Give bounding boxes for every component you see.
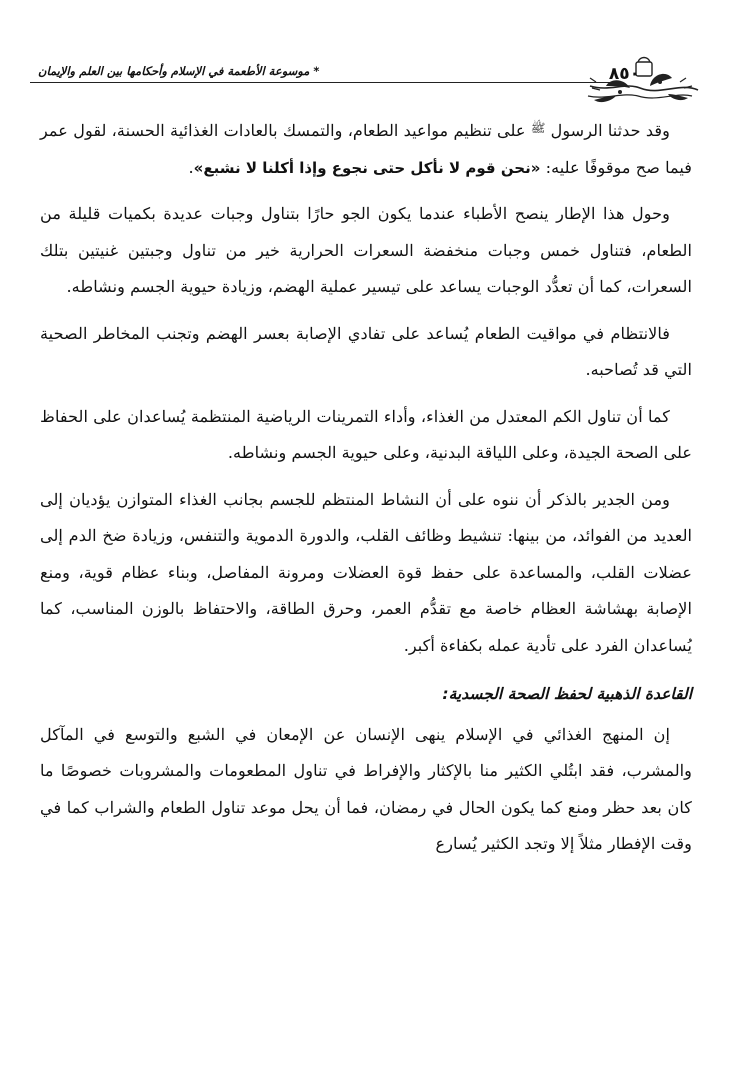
- paragraph-1-text-b: على تنظيم مواعيد الطعام، والتمسك بالعادات الغذائية الحسنة، لقول عمر فيما صح موقوفًا عليه:: [40, 121, 692, 177]
- section-heading: القاعدة الذهبية لحفظ الصحة الجسدية:: [442, 685, 692, 703]
- honorific-symbol: ﷺ: [530, 121, 546, 135]
- paragraph-6: إن المنهج الغذائي في الإسلام ينهى الإنسان عن الإمعان في الشبع والتوسع في المآكل والمشرب، فقد ابتُلي الكثير منا بالإكثار والإفراط في تناول المطعومات والمشروبات خصوصًا ما كان بعد حظر ومنع كما يكون الحال في رمضان، فما أن يحل موعد تناول الطعام والشراب كما في وقت الإفطار مثلاً إلا وتجد الكثير يُسارع: [40, 724, 692, 853]
- paragraph-5: ومن الجدير بالذكر أن ننوه على أن النشاط المنتظم للجسم بجانب الغذاء المتوازن يؤديان إلى العديد من الفوائد، من بينها: تنشيط وظائف القلب، والدورة الدموية والتنفس، وزيادة ضخ الدم إلى عضلات القلب، والمساعدة على حفظ قوة العضلات ومرونة المفاصل، وبناء عظام قوية، ومنع الإصابة بهشاشة العظام خاصة مع تقدُّم العمر، وحرق الطاقة، والاحتفاظ بالوزن المناسب، كما يُساعدان الفرد على تأدية عمله بكفاءة أكبر.: [40, 489, 692, 655]
- paragraph-2: وحول هذا الإطار ينصح الأطباء عندما يكون الجو حارًا بتناول وجبات عديدة بكميات قليلة من الطعام، فتناول خمس وجبات منخفضة السعرات الحرارية خير من تناول وجبتين غنيتين بتلك السعرات، كما أن تعدُّد الوجبات يساعد على تيسير عملية الهضم، وزيادة حيوية الجسم ونشاطه.: [40, 204, 692, 296]
- paragraph-1: [40, 110, 692, 186]
- paragraph-3: فالانتظام في مواقيت الطعام يُساعد على تفادي الإصابة بعسر الهضم وتجنب المخاطر الصحية التي قد تُصاحبه.: [40, 323, 692, 379]
- floral-ornament-icon: [580, 52, 700, 106]
- page-number: ٨٥٠: [608, 64, 640, 84]
- header-divider: [30, 82, 610, 83]
- paragraph-1-text-a: وقد حدثنا الرسول: [550, 121, 670, 140]
- running-title: * موسوعة الأطعمة في الإسلام وأحكامها بين العلم والإيمان: [38, 64, 320, 78]
- paragraph-1-end: .: [188, 157, 194, 177]
- paragraph-4: كما أن تناول الكم المعتدل من الغذاء، وأداء التمرينات الرياضية المنتظمة يُساعدان على الحفاظ على الصحة الجيدة، وعلى اللياقة البدنية، وعلى حيوية الجسم ونشاطه.: [40, 406, 692, 462]
- quoted-saying: «نحن قوم لا نأكل حتى نجوع وإذا أكلنا لا نشبع»: [193, 158, 541, 177]
- page-header: [30, 52, 700, 104]
- body-text: [40, 110, 692, 863]
